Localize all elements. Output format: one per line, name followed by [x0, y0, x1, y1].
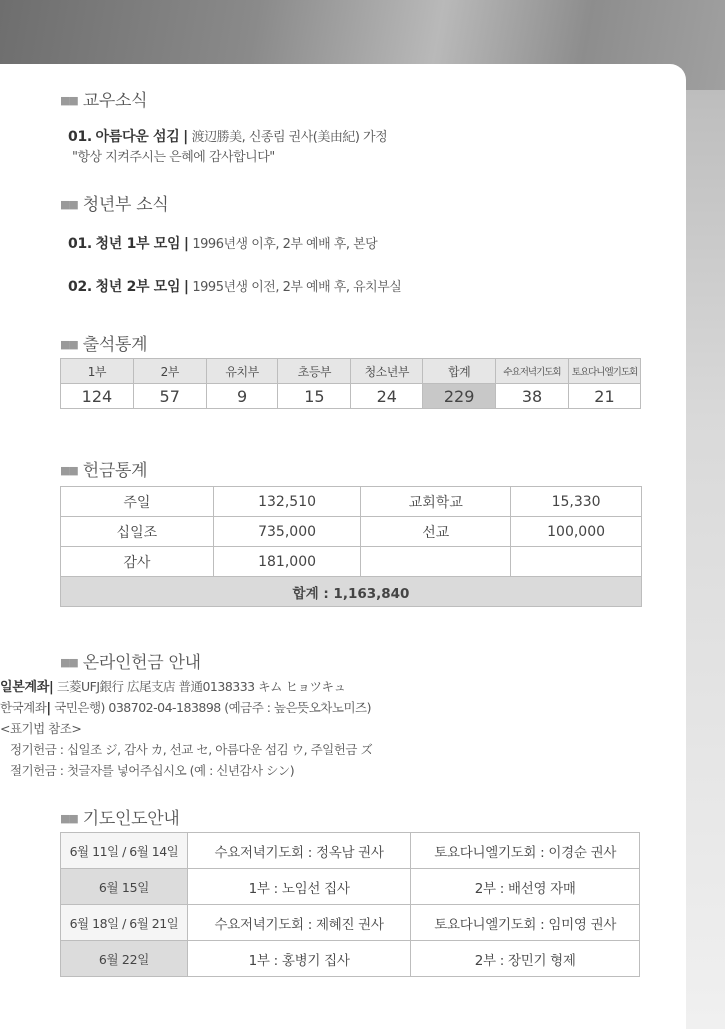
- table-row: 6월 11일 / 6월 14일 수요저녁기도회 : 정옥남 권사 토요다니엘기도회 : 이경순 권사: [61, 833, 640, 869]
- section-title-prayer: ■■ 기도인도안내: [60, 809, 180, 829]
- bullet-icon: ■■: [60, 94, 77, 107]
- table-row: 십일조 735,000 선교 100,000: [61, 517, 642, 547]
- side-background: [685, 90, 725, 1029]
- youth-item: 02. 청년 2부 모임 | 1995년생 이전, 2부 예배 후, 유치부실: [68, 279, 402, 295]
- section-title-offering: ■■ 헌금통계: [60, 461, 148, 481]
- table-row: 감사 181,000: [61, 547, 642, 577]
- table-row: 6월 18일 / 6월 21일 수요저녁기도회 : 제혜진 권사 토요다니엘기도회 : 임미영 권사: [61, 905, 640, 941]
- attendance-table: [60, 358, 641, 409]
- offering-table: [60, 486, 642, 607]
- section-title-youth: ■■ 청년부 소식: [60, 195, 169, 215]
- table-row: 주일 132,510 교회학교 15,330: [61, 487, 642, 517]
- korea-account: 한국계좌| 국민은행) 038702-04-183898 (예금주 : 높은뜻오차노미즈): [0, 700, 371, 716]
- prayer-schedule-table: [60, 832, 640, 977]
- alumni-item: 01. 아름다운 섬김 | 渡辺勝美, 신종림 권사(美由紀) 가정: [68, 129, 388, 145]
- bullet-icon: ■■: [60, 656, 77, 669]
- table-row: 6월 15일 1부 : 노임선 집사 2부 : 배선영 자매: [61, 869, 640, 905]
- bullet-icon: ■■: [60, 464, 77, 477]
- japan-account: 일본계좌| 三菱UFJ銀行 広尾支店 普通0138333 キム ヒョツキュ: [0, 679, 346, 695]
- bullet-icon: ■■: [60, 338, 77, 351]
- attendance-value-row: 124 57 9 15 24 229 38 21: [61, 384, 641, 409]
- seasonal-offering-notation: 절기헌금 : 첫글자를 넣어주십시오 (예 : 신년감사 シン): [10, 763, 295, 778]
- regular-offering-notation: 정기헌금 : 십일조 ジ, 감사 カ, 선교 セ, 아름다운 섬김 ウ, 주일헌금 ズ: [10, 742, 373, 757]
- bulletin-page: [0, 64, 686, 1029]
- offering-total-row: 합계 : 1,163,840: [61, 577, 642, 607]
- notation-title: <표기법 참조>: [0, 721, 82, 736]
- bullet-icon: ■■: [60, 198, 77, 211]
- attendance-header-row: 1부 2부 유치부 초등부 청소년부 합계 수요저녁기도회 토요다니엘기도회: [61, 359, 641, 384]
- youth-item: 01. 청년 1부 모임 | 1996년생 이후, 2부 예배 후, 본당: [68, 236, 378, 252]
- bullet-icon: ■■: [60, 812, 77, 825]
- section-title-alumni: ■■ 교우소식: [60, 91, 148, 111]
- table-row: 6월 22일 1부 : 홍병기 집사 2부 : 장민기 형제: [61, 941, 640, 977]
- section-title-online: ■■ 온라인헌금 안내: [60, 653, 201, 673]
- alumni-quote: "항상 지켜주시는 은혜에 감사합니다": [72, 150, 275, 165]
- section-title-attendance: ■■ 출석통계: [60, 335, 148, 355]
